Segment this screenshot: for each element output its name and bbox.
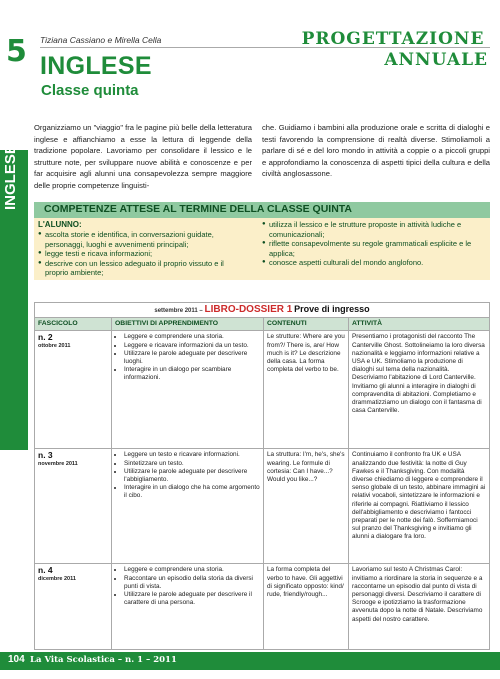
section-number: 5 <box>6 34 27 69</box>
footer-text: La Vita Scolastica – n. 1 – 2011 <box>30 655 177 665</box>
issue-date: dicembre 2011 <box>38 575 76 582</box>
cell-contenuti: La forma completa del verbo to have. Gli aggettivi di significato opposto: kind/ rude, friendly/rough... <box>264 564 349 650</box>
table-row <box>35 449 490 564</box>
list-item: ● conosce aspetti culturali del mondo anglofono. <box>262 258 486 268</box>
header-fascicolo: FASCICOLO <box>35 318 112 331</box>
list-item: • Interagire in un dialogo che ha come argomento il cibo. <box>124 484 260 500</box>
list-item: ● descrive con un lessico adeguato il proprio vissuto e il proprio ambiente; <box>38 259 246 278</box>
cell-contenuti: Le strutture: Where are you from?/ There is, are/ How much is it? Le descrizione della casa. La forma completa del verbo to be. <box>264 331 349 449</box>
issue-number: n. 3 <box>38 450 53 461</box>
caption-title: LIBRO-DOSSIER 1 <box>204 304 293 315</box>
issue-number: n. 2 <box>38 332 53 343</box>
cell-obiettivi <box>112 449 264 564</box>
competenze-lead: L'ALUNNO: <box>38 220 82 229</box>
list-item: • Utilizzare le parole adeguate per descrivere l'abbigliamento. <box>124 468 260 484</box>
list-item: • Utilizzare le parole adeguate per descrivere il carattere di una persona. <box>124 591 260 607</box>
intro-column-1: Organizziamo un "viaggio" fra le pagine più belle della letteratura inglese e affianchiamo a esse la lettura di leggende della tradizione popolare. Lavoriamo per consolidare il lessico e le strutture note, per sviluppare nuove abilità e conoscenze e per far acquisire agli alunni una consapevolezza sempre maggiore delle proprie competenze linguisti- <box>34 123 252 190</box>
list-item: ● riflette consapevolmente su regole grammaticali esplicite e le applica; <box>262 239 486 258</box>
header-obiettivi: OBIETTIVI DI APPRENDIMENTO <box>112 318 264 331</box>
cell-fascicolo <box>35 449 112 564</box>
page-number: 104 <box>8 654 25 665</box>
list-item: • Leggere e comprendere una storia. <box>124 566 260 574</box>
cell-obiettivi <box>112 331 264 449</box>
cell-attivita: Continuiamo il confronto fra UK e USA analizzando due festività: la notte di Guy Fawkes e il Thanksgiving. Con modalità diverse chiediamo di leggere e comprendere il senso globale di un testo, abbinare immagini ai relativi vocaboli, sintetizzare le informazioni e riferirle ai compagni. Riattiviamo il lessico dell'abbigliamento e descriviamo i fantocci preparati per le notte dei falò. Soffermiamoci sul pranzo del Thanksgiving e invitiamo gli alunni a dialogare fra loro. <box>349 449 490 564</box>
header-contenuti: CONTENUTI <box>264 318 349 331</box>
authors: Tiziana Cassiano e Mirella Cella <box>40 35 162 45</box>
intro-column-2: che. Guidiamo i bambini alla produzione orale e scritta di dialoghi e testi favorendo la comprensione di realtà diverse. Stimoliamoli a parlare di sé e del loro mondo in attività a coppie o a piccoli gruppi e approfondiamo la conoscenza di aspetti tipici della cultura e della civiltà anglosassone. <box>262 123 490 179</box>
cell-obiettivi <box>112 564 264 650</box>
page-subtitle: Classe quinta <box>41 82 139 99</box>
cell-fascicolo <box>35 564 112 650</box>
list-item: ● legge testi e ricava informazioni; <box>38 249 246 259</box>
list-item: • Utilizzare le parole adeguate per descrivere luoghi. <box>124 350 260 366</box>
list-item: • Leggere e comprendere una storia. <box>124 333 260 341</box>
table-row <box>35 331 490 449</box>
side-label: INGLESE <box>2 144 19 210</box>
issue-date: novembre 2011 <box>38 460 78 467</box>
cell-fascicolo <box>35 331 112 449</box>
list-item: • Raccontare un episodio della storia da diversi punti di vista. <box>124 575 260 591</box>
cell-contenuti: La struttura: I'm, he's, she's wearing. Le formule di cortesia: Can I have...? Would you like...? <box>264 449 349 564</box>
project-heading-line2: ANNUALE <box>384 50 488 70</box>
list-item: • Sintetizzare un testo. <box>124 460 260 468</box>
table-row <box>35 564 490 650</box>
list-item: • Interagire in un dialogo per scambiare informazioni. <box>124 366 260 382</box>
cell-attivita: Lavoriamo sul testo A Christmas Carol: invitiamo a riordinare la storia in sequenze e a raccontarne un episodio dal punto di vista di personaggi diversi. Descriviamo il carattere di Scrooge e ipotizziamo la trasformazione avvenuta dopo la notte di Natale. Descriviamo aspetti del nostro carattere. <box>349 564 490 650</box>
caption-date: settembre 2011 – <box>154 308 203 314</box>
cell-attivita: Presentiamo i protagonisti del racconto The Canterville Ghost. Sottolineiamo la loro diversa nazionalità e leggiamo informazioni relative a USA e UK. Stimoliamo la produzione di dialoghi sul tema della nazionalità. Descriviamo l'abitazione di Lord Canterville. Invitiamo gli alunni a interagire in dialoghi di compravendita di abitazioni. Completiamo e drammatizziamo un dialogo con il fantasma di casa Canterville. <box>349 331 490 449</box>
list-item: • Leggere un testo e ricavare informazioni. <box>124 451 260 459</box>
list-item: ● utilizza il lessico e le strutture proposte in attività ludiche e comunicazionali; <box>262 220 486 239</box>
page-title: INGLESE <box>40 52 152 80</box>
caption-subtitle: Prove di ingresso <box>294 304 370 314</box>
issue-number: n. 4 <box>38 565 53 576</box>
list-item: ● ascolta storie e identifica, in conversazioni guidate, personaggi, luoghi e avvenimenti principali; <box>38 230 246 249</box>
competenze-title: COMPETENZE ATTESE AL TERMINE DELLA CLASSE QUINTA <box>44 203 353 215</box>
program-table <box>34 302 490 650</box>
table-caption <box>35 303 490 318</box>
issue-date: ottobre 2011 <box>38 342 71 349</box>
competenze-list-left <box>38 230 246 278</box>
header-attivita: ATTIVITÀ <box>349 318 490 331</box>
competenze-list-right <box>262 220 486 268</box>
list-item: • Leggere e ricavare informazioni da un testo. <box>124 342 260 350</box>
project-heading-line1: PROGETTAZIONE <box>301 29 485 49</box>
